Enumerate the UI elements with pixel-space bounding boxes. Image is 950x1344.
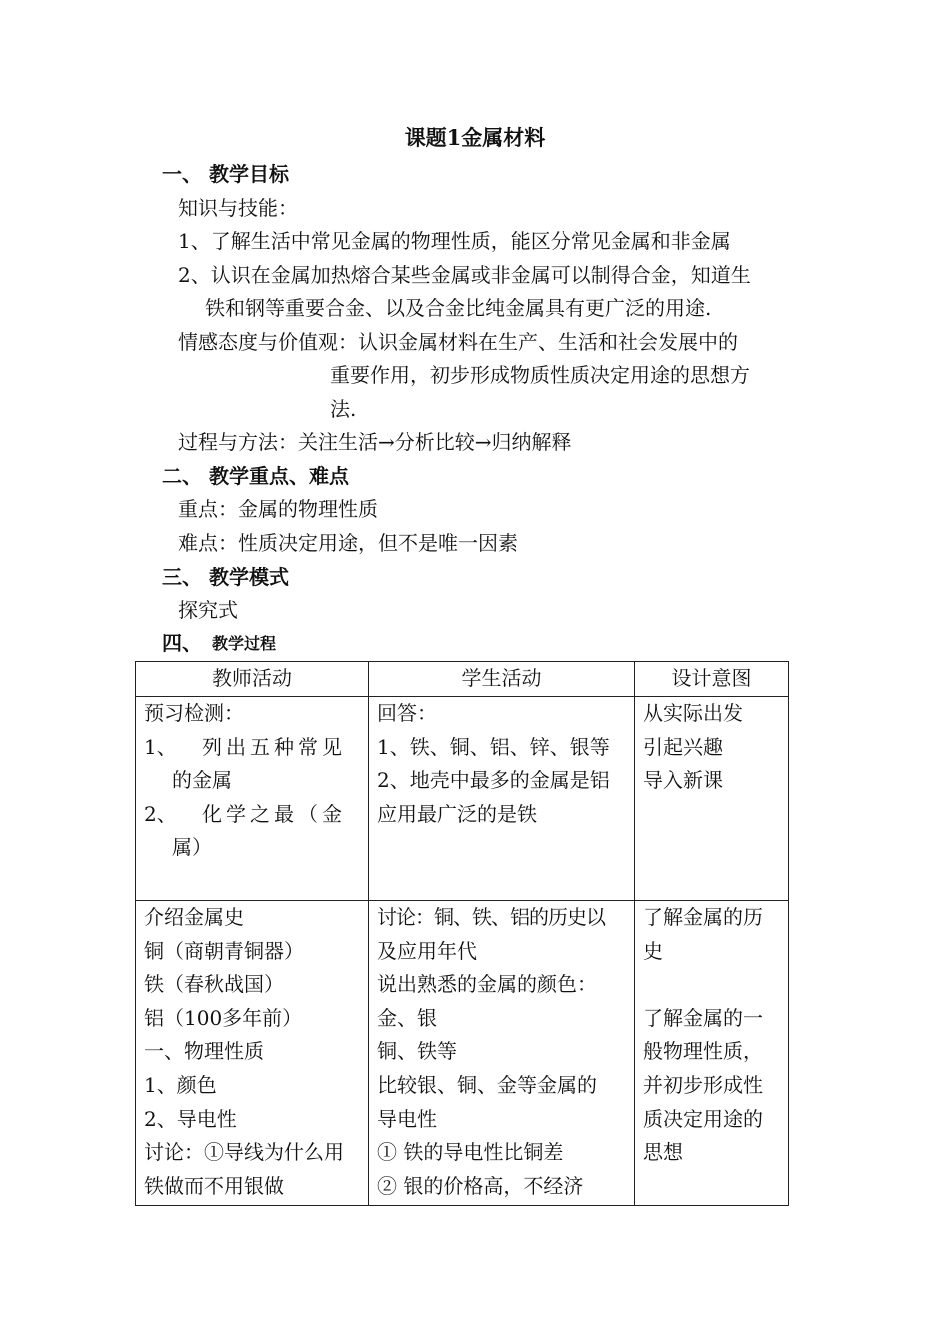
cell-line: 一、物理性质 bbox=[144, 1039, 264, 1064]
objective-item-1: 1、了解生活中常见金属的物理性质，能区分常见金属和非金属 bbox=[178, 229, 731, 253]
cell-line: 铁做而不用银做 bbox=[144, 1173, 284, 1198]
cell-line: 史 bbox=[643, 938, 663, 963]
section-heading-objectives: 一、 教学目标 bbox=[162, 162, 289, 186]
list-item bbox=[144, 798, 360, 832]
teacher-cell bbox=[136, 901, 369, 1206]
cell-line: 预习检测： bbox=[144, 701, 244, 725]
cell-line: 思想 bbox=[643, 1140, 683, 1165]
cell-line: 金、银 bbox=[377, 1005, 437, 1030]
cell-line: 比较银、铜、金等金属的 bbox=[377, 1072, 597, 1097]
cell-line: 质决定用途的 bbox=[643, 1106, 763, 1131]
table-row bbox=[136, 697, 789, 901]
cell-line: 讨论：铜、铁、铝的历史以 bbox=[377, 905, 605, 929]
process-method: 过程与方法：关注生活→分析比较→归纳解释 bbox=[178, 430, 572, 454]
header-teacher: 教师活动 bbox=[136, 662, 369, 697]
header-student: 学生活动 bbox=[369, 662, 635, 697]
cell-line: 回答： bbox=[377, 701, 437, 725]
emotion-line-2: 重要作用，初步形成物质性质决定用途的思想方 bbox=[330, 363, 750, 387]
section-heading-process-num: 四、 bbox=[162, 631, 202, 655]
section-heading-keypoints: 二、 教学重点、难点 bbox=[162, 464, 349, 488]
cell-line: 铝（100多年前） bbox=[144, 1005, 303, 1030]
section-heading-mode: 三、 教学模式 bbox=[162, 565, 289, 589]
objective-item-2-line1: 2、认识在金属加热熔合某些金属或非金属可以制得合金，知道生 bbox=[178, 263, 751, 287]
cell-line: 铜、铁等 bbox=[377, 1039, 457, 1064]
difficulty: 难点：性质决定用途，但不是唯一因素 bbox=[178, 531, 518, 555]
page-title: 课题1金属材料 bbox=[404, 125, 546, 150]
item-text: 化学之最（金 bbox=[202, 801, 346, 826]
emotion-line-1: 情感态度与价值观：认识金属材料在生产、生活和社会发展中的 bbox=[178, 330, 738, 354]
teaching-mode: 探究式 bbox=[178, 598, 238, 622]
cell-line: 铜（商朝青铜器） bbox=[144, 938, 304, 963]
item-continuation: 的金属 bbox=[172, 768, 232, 793]
cell-line: 并初步形成性 bbox=[643, 1072, 763, 1097]
table-header-row bbox=[136, 662, 789, 697]
cell-line: 了解金属的一 bbox=[643, 1005, 763, 1030]
item-text: 列出五种常见 bbox=[202, 734, 346, 759]
item-number: 1、 bbox=[144, 734, 177, 759]
cell-line: 从实际出发 bbox=[643, 701, 743, 725]
cell-line: ① 铁的导电性比铜差 bbox=[377, 1140, 564, 1165]
knowledge-label: 知识与技能： bbox=[178, 196, 298, 220]
cell-line: 般物理性质， bbox=[643, 1039, 763, 1064]
cell-line: 2、地壳中最多的金属是铝 bbox=[377, 768, 610, 793]
intent-cell bbox=[635, 697, 789, 901]
emotion-line-3: 法. bbox=[330, 397, 357, 421]
cell-line: 说出熟悉的金属的颜色： bbox=[377, 972, 597, 997]
item-number: 2、 bbox=[144, 801, 177, 826]
section-heading-process-text: 教学过程 bbox=[212, 634, 277, 653]
cell-line: 1、颜色 bbox=[144, 1072, 217, 1097]
cell-line: 讨论：①导线为什么用 bbox=[144, 1140, 344, 1165]
intent-cell bbox=[635, 901, 789, 1206]
list-item bbox=[144, 731, 360, 765]
cell-line: 2、导电性 bbox=[144, 1106, 237, 1131]
cell-line: 导电性 bbox=[377, 1106, 437, 1131]
student-cell bbox=[369, 901, 635, 1206]
cell-line: 铁（春秋战国） bbox=[144, 972, 284, 997]
teacher-cell bbox=[136, 697, 369, 901]
cell-line: ② 银的价格高，不经济 bbox=[377, 1173, 584, 1198]
cell-line: 介绍金属史 bbox=[144, 905, 244, 929]
key-point: 重点：金属的物理性质 bbox=[178, 497, 378, 521]
cell-line: 引起兴趣 bbox=[643, 734, 723, 759]
item-continuation: 属） bbox=[172, 835, 212, 860]
cell-line: 了解金属的历 bbox=[643, 905, 763, 929]
objective-item-2-line2: 铁和钢等重要合金、以及合金比纯金属具有更广泛的用途. bbox=[205, 296, 712, 320]
cell-line bbox=[643, 968, 780, 1002]
header-intent: 设计意图 bbox=[635, 662, 789, 697]
teaching-process-table bbox=[135, 661, 789, 1206]
cell-line: 应用最广泛的是铁 bbox=[377, 801, 537, 826]
cell-line: 导入新课 bbox=[643, 768, 723, 793]
cell-line: 及应用年代 bbox=[377, 938, 477, 963]
table-row bbox=[136, 901, 789, 1206]
cell-line: 1、铁、铜、铝、锌、银等 bbox=[377, 734, 610, 759]
student-cell bbox=[369, 697, 635, 901]
